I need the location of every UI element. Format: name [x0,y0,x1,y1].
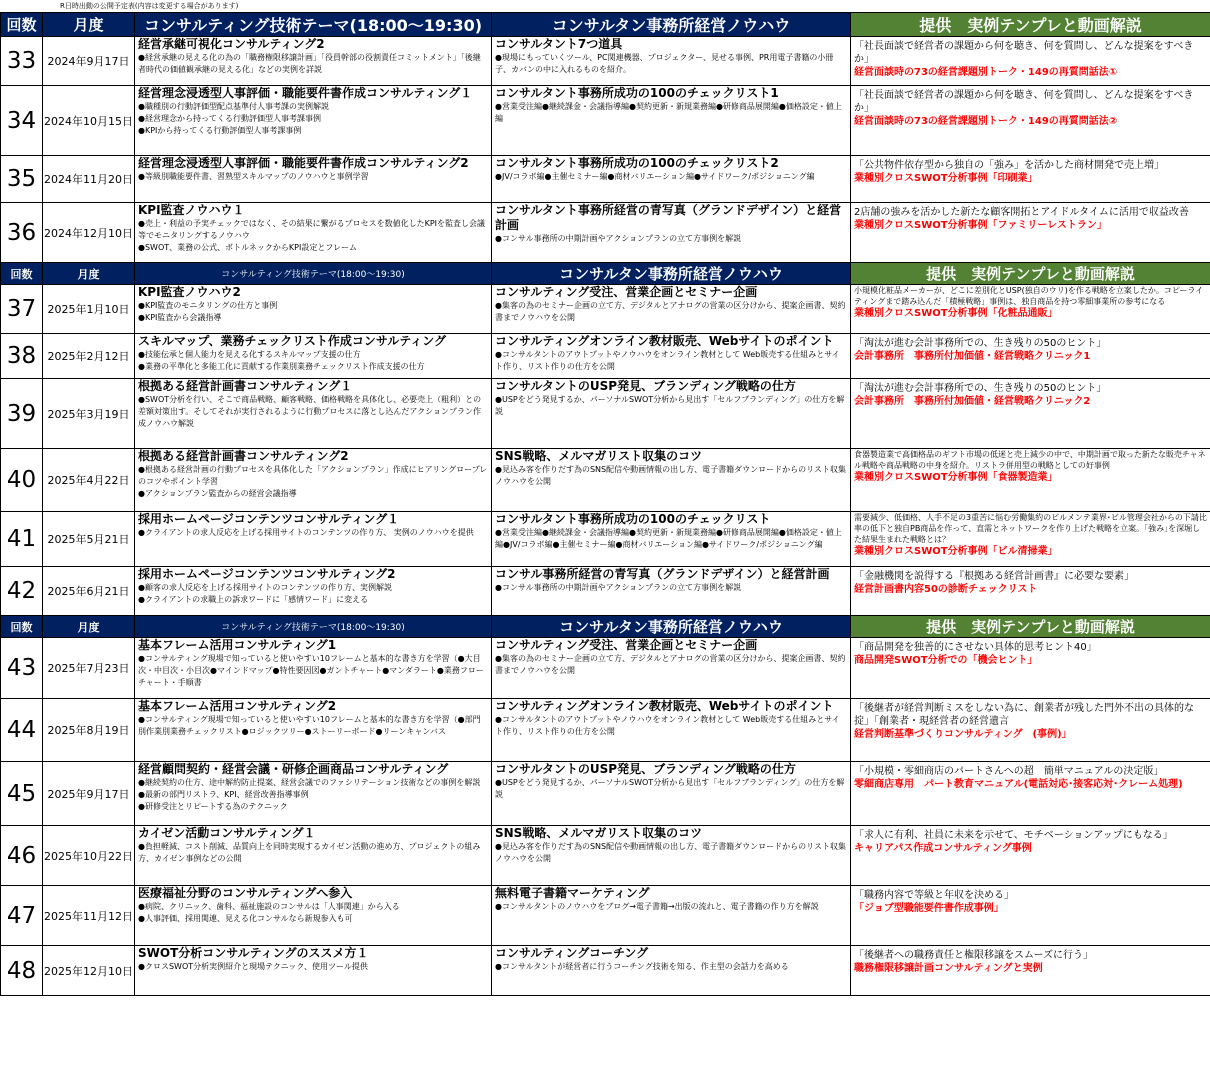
theme-bullet: ●クライアントの求人反応を上げる採用サイトのコンテンツの作り方、 実例のノウハウを提供 [138,528,474,537]
theme-bullet: ●負担軽減、コスト削減、品質向上を同時実現するカイゼン活動の進め方、プロジェクトの組み方、カイゼン事例などの公開 [138,842,481,863]
session-number: 48 [1,946,43,996]
offer-cell [851,449,1210,512]
offer-highlight: 経営面談時の73の経営課題別トーク・149の再質問話法① [854,67,1118,78]
knowhow-bullet: ●JV/コラボ編●主催セミナー編●商材バリエーション編●サイドワーク/ポジショニング編 [495,172,815,181]
header-date: 月度 [43,13,135,37]
offer-cell [851,379,1210,449]
theme-bullet: ●コンサルティング現場で知っていると使いやすい10フレームと基本的な書き方を学習（●大目次・中目次・小目次●マインドマップ●特性要因図●ガントチャート●マンダラート●業務フローチャート・手順書 [138,654,484,687]
session-row [1,86,1210,156]
knowhow-title: コンサルタント事務所成功の100のチェックリスト1 [495,86,779,100]
schedule-table [0,12,1210,996]
session-number: 34 [1,86,43,156]
knowhow-bullet: ●コンサルタントのノウハウをブログ→電子書籍→出版の流れと、電子書籍の作り方を解説 [495,902,819,911]
session-date: 2024年9月17日 [43,37,135,86]
theme-bullet: ●病院、クリニック、歯科、福祉施設のコンサルは「人事関連」から入る [138,902,400,911]
knowhow-title: コンサルタントのUSP発見、ブランディング戦略の仕方 [495,379,796,393]
session-number: 36 [1,203,43,263]
knowhow-cell [492,946,851,996]
theme-bullet: ●SWOT分析を行い、そこで商品戦略、顧客戦略、価格戦略を具体化し、必要売上（粗利）との差額対策出す。そしてそれが実行されるように行動プロセスに落とし込んだアクションプラン作成ノウハウ解説 [138,395,482,428]
theme-bullet: ●クロスSWOT分析実例紹介と現場テクニック、使用ツール提供 [138,962,368,971]
knowhow-bullet: ●コンサルタントのアウトプットやノウハウをオンライン教材として Web販売する仕組みとサイト作り、リスト作りの仕方を公開 [495,350,840,371]
offer-highlight: 業種別クロスSWOT分析事例「印刷業」 [854,173,1038,184]
theme-cell [135,203,492,263]
theme-bullet: ●経営承継の見える化の為の「職務権限移譲計画」「役員幹部の役割責任コミットメント」「後継者時代の価値観承継の見える化」などの実例を詳説 [138,53,481,74]
offer-cell [851,203,1210,263]
theme-title: スキルマップ、業務チェックリスト作成コンサルティング [138,334,447,348]
offer-text: 「後継者への職務責任と権限移譲をスムーズに行う」 [854,950,1093,961]
session-row [1,379,1210,449]
header-num: 回数 [1,616,43,638]
knowhow-title: コンサルティングオンライン教材販売、Webサイトのポイント [495,699,834,713]
session-number: 46 [1,826,43,886]
knowhow-cell [492,826,851,886]
session-number: 40 [1,449,43,512]
theme-bullet: ●顧客の求人反応を上げる採用サイトのコンテンツの作り方、実例解説 [138,583,393,592]
offer-highlight: 経営面談時の73の経営課題別トーク・149の再質問話法② [854,116,1118,127]
knowhow-title: コンサルタント事務所成功の100のチェックリスト2 [495,156,779,170]
knowhow-cell [492,86,851,156]
knowhow-cell [492,285,851,334]
theme-title: 採用ホームページコンテンツコンサルティング１ [138,512,400,526]
knowhow-bullet: ●コンサル事務所の中期計画やアクションプランの立て方事例を解説 [495,234,742,243]
theme-bullet: ●コンサルティング現場で知っていると使いやすい10フレームと基本的な書き方を学習（●部門別作業別業務チェックリスト●ロジックツリー●ストーリーボード●リーンキャンバス [138,715,481,736]
theme-cell [135,37,492,86]
theme-bullet: ●最新の部門リストラ、KPI、経営改善指導事例 [138,790,309,799]
knowhow-title: コンサルタントのUSP発見、ブランディング戦略の仕方 [495,762,796,776]
offer-text: 「求人に有利、社員に未来を示せて、モチベーションアップにもなる」 [854,830,1173,841]
theme-bullet: ●KPIから持ってくる行動評価型人事考課事例 [138,126,302,135]
theme-bullet: ●アクションプラン監査からの経営会議指導 [138,489,297,498]
header-row [1,616,1210,638]
knowhow-bullet: ●営業受注編●継続課金・会議指導編●契約更新・新規業務編●研修商品展開編●価格設定・値上編 [495,102,842,123]
header-num: 回数 [1,263,43,285]
offer-text: 「商品開発を独善的にさせない具体的思考ヒント40」 [854,642,1097,653]
theme-bullet: ●業務の平準化と多能工化に貢献する作業別業務チェックリスト作成支援の仕方 [138,362,425,371]
theme-cell [135,86,492,156]
theme-title: 経営承継可視化コンサルティング2 [138,37,325,51]
theme-bullet: ●KPI監査のモニタリングの仕方と事例 [138,301,278,310]
offer-cell [851,946,1210,996]
theme-title: 経営顧問契約・経営会議・研修企画商品コンサルティング [138,762,449,776]
header-c3: 提供 実例テンプレと動画解説 [851,616,1210,638]
session-number: 42 [1,567,43,616]
theme-title: 根拠ある経営計画書コンサルティング2 [138,449,349,463]
theme-cell [135,285,492,334]
theme-title: 基本フレーム活用コンサルティング1 [138,638,337,652]
theme-title: 採用ホームページコンテンツコンサルティング2 [138,567,396,581]
offer-highlight: 会計事務所 事務所付加価値・経営戦略クリニック2 [854,396,1091,407]
theme-cell [135,762,492,826]
session-row [1,567,1210,616]
theme-cell [135,946,492,996]
offer-cell [851,762,1210,826]
knowhow-title: コンサルタント事務所成功の100のチェックリスト [495,512,771,526]
theme-bullet: ●クライアントの求職上の訴求ワードに「感情ワード」に変える [138,595,369,604]
session-row [1,762,1210,826]
knowhow-title: コンサルティング受注、営業企画とセミナー企画 [495,638,758,652]
knowhow-cell [492,638,851,699]
session-row [1,285,1210,334]
offer-highlight: 職務権限移譲計画コンサルティングと実例 [854,963,1043,974]
session-number: 45 [1,762,43,826]
knowhow-bullet: ●USPをどう発見するか、パーソナルSWOT分析から見出す「セルフブランディング」の仕方を解説 [495,778,845,799]
offer-cell [851,826,1210,886]
theme-bullet: ●研修受注とリピートする為のテクニック [138,802,288,811]
offer-text: 「公共物件依存型から独自の「強み」を活かした商材開発で売上増」 [854,160,1164,171]
knowhow-cell [492,886,851,946]
theme-title: 経営理念浸透型人事評価・職能要件書作成コンサルティング１ [138,86,473,100]
offer-highlight: 経営計画書内容50の診断チェックリスト [854,584,1038,595]
offer-text: 小規模化粧品メーカーが、どこに差別化とUSP(独自のウリ)を作る戦略を立案したか。コピーライティングまで踏み込んだ「積極戦略」事例は、独自商品を持つ零細事業所の参考になる [854,286,1204,306]
knowhow-cell [492,699,851,762]
theme-title: SWOT分析コンサルティングのススメ方１ [138,946,369,960]
offer-cell [851,334,1210,379]
session-number: 38 [1,334,43,379]
knowhow-title: 無料電子書籍マーケティング [495,886,650,900]
offer-text: 「金融機関を説得する『根拠ある経営計画書』に必要な要素」 [854,571,1134,582]
offer-highlight: 経営判断基準づくりコンサルティング (事例)」 [854,729,1072,740]
session-number: 37 [1,285,43,334]
session-date: 2025年6月21日 [43,567,135,616]
session-row [1,334,1210,379]
theme-title: KPI監査ノウハウ１ [138,203,245,217]
theme-cell [135,567,492,616]
header-num: 回数 [1,13,43,37]
theme-cell [135,156,492,203]
knowhow-cell [492,37,851,86]
offer-highlight: 業種別クロスSWOT分析事例「ビル清掃業」 [854,546,1058,557]
offer-cell [851,638,1210,699]
session-row [1,449,1210,512]
session-number: 33 [1,37,43,86]
offer-text: 2店舗の強みを活かした新たな顧客開拓とアイドルタイムに活用で収益改善 [854,207,1189,218]
header-c3: 提供 実例テンプレと動画解説 [851,263,1210,285]
theme-cell [135,826,492,886]
theme-bullet: ●経営理念から持ってくる行動評価型人事考課事例 [138,114,321,123]
theme-bullet: ●根拠ある経営計画の行動プロセスを具体化した「アクションプラン」作成にヒアリングロープレのコツやポイント学習 [138,465,488,486]
session-number: 41 [1,512,43,567]
theme-title: KPI監査ノウハウ2 [138,285,241,299]
knowhow-title: コンサルティングオンライン教材販売、Webサイトのポイント [495,334,834,348]
session-date: 2024年11月20日 [43,156,135,203]
knowhow-title: SNS戦略、メルマガリスト収集のコツ [495,449,703,463]
session-date: 2025年4月22日 [43,449,135,512]
offer-highlight: 「ジョブ型職能要件書作成事例」 [854,903,1004,914]
session-number: 39 [1,379,43,449]
header-c2: コンサルタン事務所経営ノウハウ [492,13,851,37]
session-date: 2024年12月10日 [43,203,135,263]
session-row [1,156,1210,203]
knowhow-bullet: ●集客の為のセミナー企画の立て方、デジタルとアナログの営業の区分けから、提案企画書、契約書までノウハウを公開 [495,301,846,322]
header-date: 月度 [43,616,135,638]
knowhow-cell [492,379,851,449]
header-c2: コンサルタン事務所経営ノウハウ [492,263,851,285]
knowhow-bullet: ●コンサルタントのアウトプットやノウハウをオンライン教材として Web販売する仕組みとサイト作り、リスト作りの仕方を公開 [495,715,840,736]
session-row [1,699,1210,762]
header-date: 月度 [43,263,135,285]
header-row [1,263,1210,285]
knowhow-cell [492,334,851,379]
session-number: 35 [1,156,43,203]
header-c1: コンサルティング技術テーマ(18:00～19:30) [135,13,492,37]
offer-text: 「淘汰が進む会計事務所での、生き残りの50のヒント」 [854,383,1107,394]
theme-title: 根拠ある経営計画書コンサルティング１ [138,379,353,393]
theme-title: 基本フレーム活用コンサルティング2 [138,699,337,713]
offer-text: 食器製造業で高価格品のギフト市場の低迷と売上減少の中で、中期計画で取った新たな販売チャネル戦略や商品戦略の中身を紹介。リストラ併用型の戦略としての好事例 [854,450,1206,470]
knowhow-title: コンサルタント事務所経営の青写真（グランドデザイン）と経営計画 [495,203,842,232]
theme-bullet: ●等級別職能要件書、習熟型スキルマップのノウハウと事例学習 [138,172,369,181]
offer-cell [851,699,1210,762]
theme-bullet: ●人事評価、採用関連、見える化コンサルなら新規参入も可 [138,914,353,923]
knowhow-cell [492,762,851,826]
session-row [1,512,1210,567]
theme-cell [135,638,492,699]
session-row [1,638,1210,699]
session-date: 2025年1月10日 [43,285,135,334]
offer-highlight: 業種別クロスSWOT分析事例「化粧品通販」 [854,308,1058,319]
theme-bullet: ●技能伝承と個人能力を見える化するスキルマップ支援の仕方 [138,350,361,359]
session-row [1,826,1210,886]
offer-cell [851,567,1210,616]
session-date: 2025年5月21日 [43,512,135,567]
schedule-note: R日時出動の公開予定表(内容は変更する場合があります) [60,2,239,10]
offer-cell [851,512,1210,567]
theme-bullet: ●売上・利益の予実チェックではなく、その結果に繋がるプロセスを数値化したKPIを監査し会議等でモニタリングするノウハウ [138,219,486,240]
theme-cell [135,334,492,379]
knowhow-bullet: ●営業受注編●継続課金・会議指導編●契約更新・新規業務編●研修商品展開編●価格設定・値上編●JV/コラボ編●主催セミナー編●商材バリエーション編●サイドワーク/ポジショニング編 [495,528,842,549]
header-c1: コンサルティング技術テーマ(18:00～19:30) [135,616,492,638]
theme-title: 経営理念浸透型人事評価・職能要件書作成コンサルティング2 [138,156,469,170]
offer-highlight: 業種別クロスSWOT分析事例「食器製造業」 [854,472,1058,483]
knowhow-bullet: ●見込み客を作りだす為のSNS配信や動画情報の出し方、電子書籍ダウンロードからのリスト収集ノウハウを公開 [495,842,846,863]
session-date: 2025年2月12日 [43,334,135,379]
theme-bullet: ●KPI監査から会議指導 [138,313,222,322]
offer-text: 「社長面談で経営者の課題から何を聴き、何を質問し、どんな提案をすべきか」 [854,41,1194,65]
offer-text: 「淘汰が進む会計事務所での、生き残りの50のヒント」 [854,338,1107,349]
offer-highlight: 業種別クロスSWOT分析事例「ファミリーレストラン」 [854,220,1107,231]
session-date: 2025年12月10日 [43,946,135,996]
offer-highlight: 会計事務所 事務所付加価値・経営戦略クリニック1 [854,351,1091,362]
theme-cell [135,886,492,946]
theme-bullet: ●SWOT、業務の公式、ボトルネックからKPI設定とフレーム [138,243,358,252]
offer-highlight: 商品開発SWOT分析での「機会ヒント」 [854,655,1038,666]
knowhow-cell [492,567,851,616]
knowhow-title: コンサルティング受注、営業企画とセミナー企画 [495,285,758,299]
knowhow-title: コンサルタント7つ道具 [495,37,623,51]
session-date: 2025年9月17日 [43,762,135,826]
session-date: 2025年7月23日 [43,638,135,699]
session-date: 2025年8月19日 [43,699,135,762]
session-number: 43 [1,638,43,699]
knowhow-bullet: ●現場にもっていくツール、PC関連機器、プロジェクター、見せる事例、PR用電子書籍の小冊子、カバンの中に入れるものを紹介。 [495,53,834,74]
session-row [1,203,1210,263]
session-row [1,886,1210,946]
header-row [1,13,1210,37]
theme-cell [135,699,492,762]
header-c3: 提供 実例テンプレと動画解説 [851,13,1210,37]
knowhow-bullet: ●USPをどう発見するか、パーソナルSWOT分析から見出す「セルフブランディング」の仕方を解説 [495,395,845,416]
session-number: 47 [1,886,43,946]
session-date: 2025年11月12日 [43,886,135,946]
knowhow-title: SNS戦略、メルマガリスト収集のコツ [495,826,703,840]
session-row [1,946,1210,996]
theme-title: 医療福祉分野のコンサルティングへ参入 [138,886,353,900]
knowhow-cell [492,449,851,512]
knowhow-title: コンサルティングコーチング [495,946,649,960]
offer-text: 「後継者が経営判断ミスをしない為に、創業者が残した門外不出の具体的な掟」「創業者・現経営者の経営遺言 [854,703,1194,727]
offer-cell [851,156,1210,203]
knowhow-title: コンサル事務所経営の青写真（グランドデザイン）と経営計画 [495,567,830,581]
knowhow-bullet: ●コンサル事務所の中期計画やアクションプランの立て方事例を解説 [495,583,742,592]
knowhow-bullet: ●コンサルタントが経営者に行うコーチング技術を知る、作主型の会話力を高める [495,962,789,971]
offer-text: 需要減少、低価格、人手不足の3重苦に悩む労働集約のビルメンテ業界･ビル管理会社からの下請比率の低下と独自PB商品を作って、直需とネットワークを作り上げた戦略を立案。｢強み｣を深堀した結果生まれた戦略とは？ [854,513,1207,544]
session-row [1,37,1210,86]
knowhow-cell [492,203,851,263]
theme-bullet: ●継続契約の仕方、途中解約防止提案、経営会議でのファシリテーション技術などの事例を解説 [138,778,481,787]
offer-highlight: キャリアパス作成コンサルティング事例 [854,843,1032,854]
theme-cell [135,379,492,449]
offer-text: 「職務内容で等級と年収を決める」 [854,890,1014,901]
session-date: 2025年3月19日 [43,379,135,449]
session-date: 2024年10月15日 [43,86,135,156]
offer-cell [851,86,1210,156]
theme-title: カイゼン活動コンサルティング１ [138,826,316,840]
offer-text: 「小規模・零細商店のパートさんへの超 簡単マニュアルの決定版」 [854,766,1164,777]
knowhow-cell [492,156,851,203]
offer-cell [851,886,1210,946]
offer-highlight: 零細商店専用 パート教育マニュアル(電話対応･接客応対･クレーム処理) [854,779,1183,790]
header-c1: コンサルティング技術テーマ(18:00～19:30) [135,263,492,285]
header-c2: コンサルタン事務所経営ノウハウ [492,616,851,638]
session-number: 44 [1,699,43,762]
knowhow-bullet: ●見込み客を作りだす為のSNS配信や動画情報の出し方、電子書籍ダウンロードからのリスト収集ノウハウを公開 [495,465,846,486]
theme-cell [135,512,492,567]
offer-cell [851,37,1210,86]
session-date: 2025年10月22日 [43,826,135,886]
knowhow-cell [492,512,851,567]
offer-cell [851,285,1210,334]
theme-cell [135,449,492,512]
theme-bullet: ●職種別の行動評価型配点基準付人事考課の実例解説 [138,102,329,111]
knowhow-bullet: ●集客の為のセミナー企画の立て方、デジタルとアナログの営業の区分けから、提案企画書、契約書までノウハウを公開 [495,654,846,675]
offer-text: 「社長面談で経営者の課題から何を聴き、何を質問し、どんな提案をすべきか」 [854,90,1194,114]
